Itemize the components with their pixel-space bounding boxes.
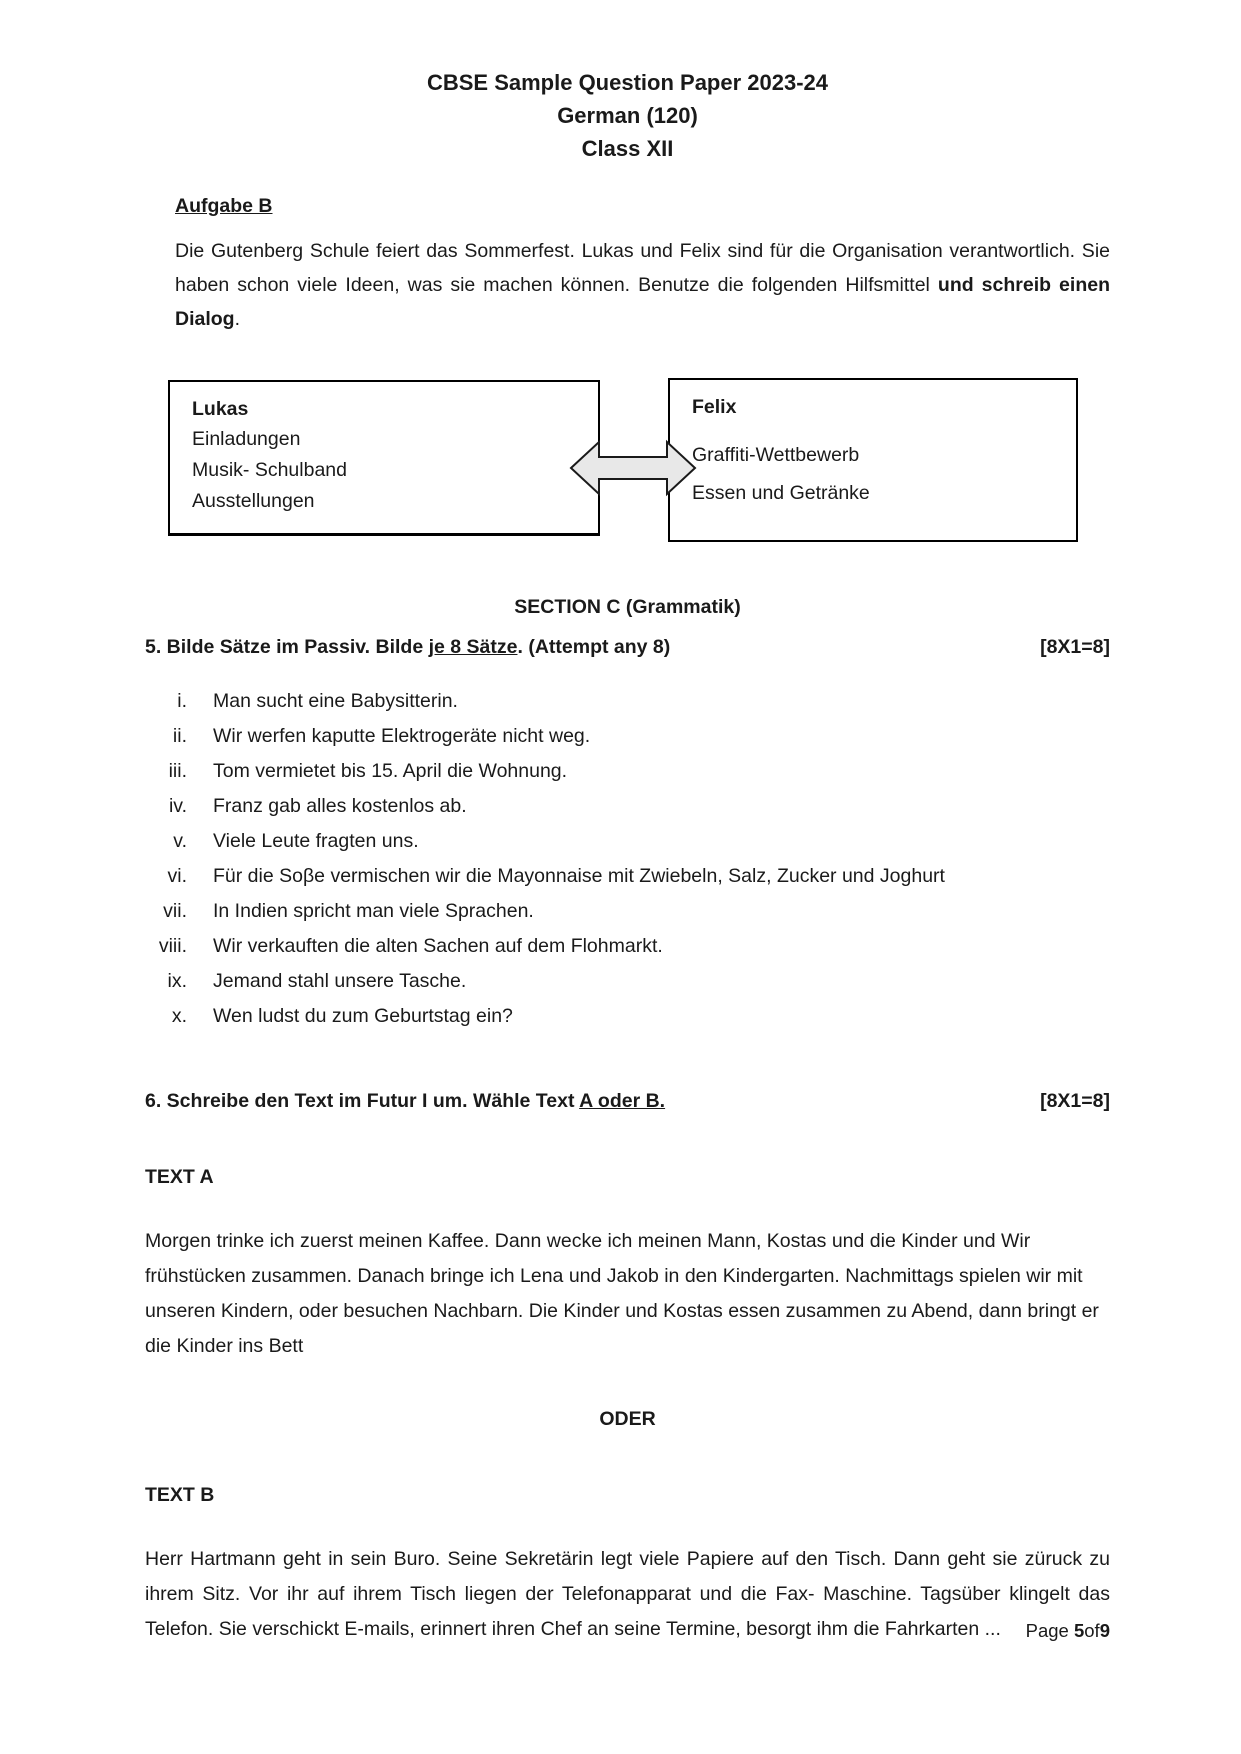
intro-text: Die Gutenberg Schule feiert das Sommerfest. Lukas und Felix sind für die Organisation verantwortlich. Sie haben schon viele Ideen, was sie machen können. Benutze die folgenden Hilfsmittel (175, 240, 1110, 296)
item-numeral: vi. (167, 865, 187, 887)
item-numeral: v. (173, 830, 187, 852)
item-numeral: ii. (172, 725, 187, 747)
question-6-line (145, 1086, 1110, 1116)
table-row (145, 929, 1110, 964)
subject-title: German (120) (557, 103, 698, 128)
table-row (145, 999, 1110, 1034)
page-number-footer (1026, 1620, 1110, 1642)
double-headed-arrow-icon (568, 438, 698, 498)
page-word: Page (1025, 1620, 1074, 1641)
item-text: Viele Leute fragten uns. (213, 830, 419, 852)
q5-prefix: 5. Bilde Sätze im Passiv. Bilde (145, 636, 429, 658)
table-row (145, 894, 1110, 929)
item-text: Man sucht eine Babysitterin. (213, 690, 458, 712)
text-a-paragraph: Morgen trinke ich zuerst meinen Kaffee. Dann wecke ich meinen Mann, Kostas und die Kinder und Wir frühstücken zusammen. Danach bringe ich Lena und Jakob in den Kindergarten. Nachmittags spielen wir mit unseren Kindern, oder besuchen Nachbarn. Die Kinder und Kostas essen zusammen zu Abend, dann bringt er die Kinder ins Bett (145, 1230, 1099, 1357)
page-number: 5 (1073, 1620, 1085, 1641)
intro-period: . (234, 308, 241, 330)
q6-underlined: A oder B. (579, 1090, 666, 1112)
q5-underlined: je 8 Sätze (428, 636, 518, 658)
item-text: Für die Soβe vermischen wir die Mayonnaise mit Zwiebeln, Salz, Zucker und Joghurt (213, 865, 945, 887)
item-numeral: vii. (163, 900, 187, 922)
table-row (145, 824, 1110, 859)
item-numeral: iv. (168, 795, 187, 817)
felix-box-title: Felix (692, 396, 737, 418)
q5-suffix: . (Attempt any 8) (517, 636, 671, 658)
list-item: Ausstellungen (192, 490, 315, 512)
table-row (145, 789, 1110, 824)
item-numeral: i. (177, 690, 187, 712)
list-item: Graffiti-Wettbewerb (692, 444, 860, 466)
question-5-line (145, 632, 1110, 662)
item-numeral: viii. (158, 935, 187, 957)
question-5-list (145, 684, 1110, 1034)
aufgabe-b-section (175, 195, 1110, 336)
intro-bold-text: und schreib einen Dialog (175, 274, 1110, 330)
item-text: Wen ludst du zum Geburtstag ein? (213, 1005, 513, 1027)
idea-boxes (145, 378, 1110, 548)
aufgabe-b-heading: Aufgabe B (175, 195, 273, 217)
text-b-paragraph: Herr Hartmann geht in sein Buro. Seine Sekretärin legt viele Papiere auf den Tisch. Dann geht sie züruck zu ihrem Sitz. Vor ihr auf ihrem Tisch liegen der Telefonapparat und die Fax- Maschine. Tagsüber klingelt das Telefon. Sie verschickt E-mails, erinnert ihren Chef an seine Termine, besorgt ihm die Fahrkarten ... (145, 1548, 1110, 1640)
paper-title: CBSE Sample Question Paper 2023-24 (426, 70, 829, 95)
question-5-text (145, 632, 670, 662)
text-a-heading: TEXT A (145, 1166, 214, 1188)
text-b-heading: TEXT B (145, 1484, 215, 1506)
lukas-box (168, 380, 600, 536)
list-item: Essen und Getränke (692, 482, 870, 504)
of-word: of (1084, 1620, 1100, 1641)
q6-prefix: 6. Schreibe den Text im Futur I um. Wähle Text (145, 1090, 580, 1112)
item-text: Franz gab alles kostenlos ab. (213, 795, 467, 817)
question-6-text (145, 1086, 665, 1116)
table-row (145, 964, 1110, 999)
item-text: Wir werfen kaputte Elektrogeräte nicht weg. (213, 725, 591, 747)
table-row (145, 859, 1110, 894)
item-text: Jemand stahl unsere Tasche. (213, 970, 467, 992)
page-total: 9 (1099, 1620, 1110, 1641)
q5-marks: [8X1=8] (1040, 636, 1110, 658)
item-text: Tom vermietet bis 15. April die Wohnung. (213, 760, 568, 782)
item-numeral: x. (171, 1005, 187, 1027)
item-numeral: iii. (168, 760, 187, 782)
oder-separator: ODER (599, 1408, 656, 1430)
table-row (145, 754, 1110, 789)
section-c-heading: SECTION C (Grammatik) (514, 596, 741, 618)
table-row (145, 684, 1110, 719)
aufgabe-b-intro (175, 234, 1110, 336)
table-row (145, 719, 1110, 754)
lukas-box-title: Lukas (192, 398, 249, 420)
felix-box (668, 378, 1078, 542)
felix-box-items (692, 436, 1054, 512)
item-numeral: ix. (167, 970, 187, 992)
list-item: Musik- Schulband (192, 459, 347, 481)
document-header (145, 66, 1110, 165)
q6-marks: [8X1=8] (1040, 1090, 1110, 1112)
item-text: Wir verkauften die alten Sachen auf dem Flohmarkt. (213, 935, 663, 957)
lukas-box-items (192, 424, 576, 517)
item-text: In Indien spricht man viele Sprachen. (213, 900, 534, 922)
list-item: Einladungen (192, 428, 301, 450)
class-title: Class XII (581, 136, 674, 161)
